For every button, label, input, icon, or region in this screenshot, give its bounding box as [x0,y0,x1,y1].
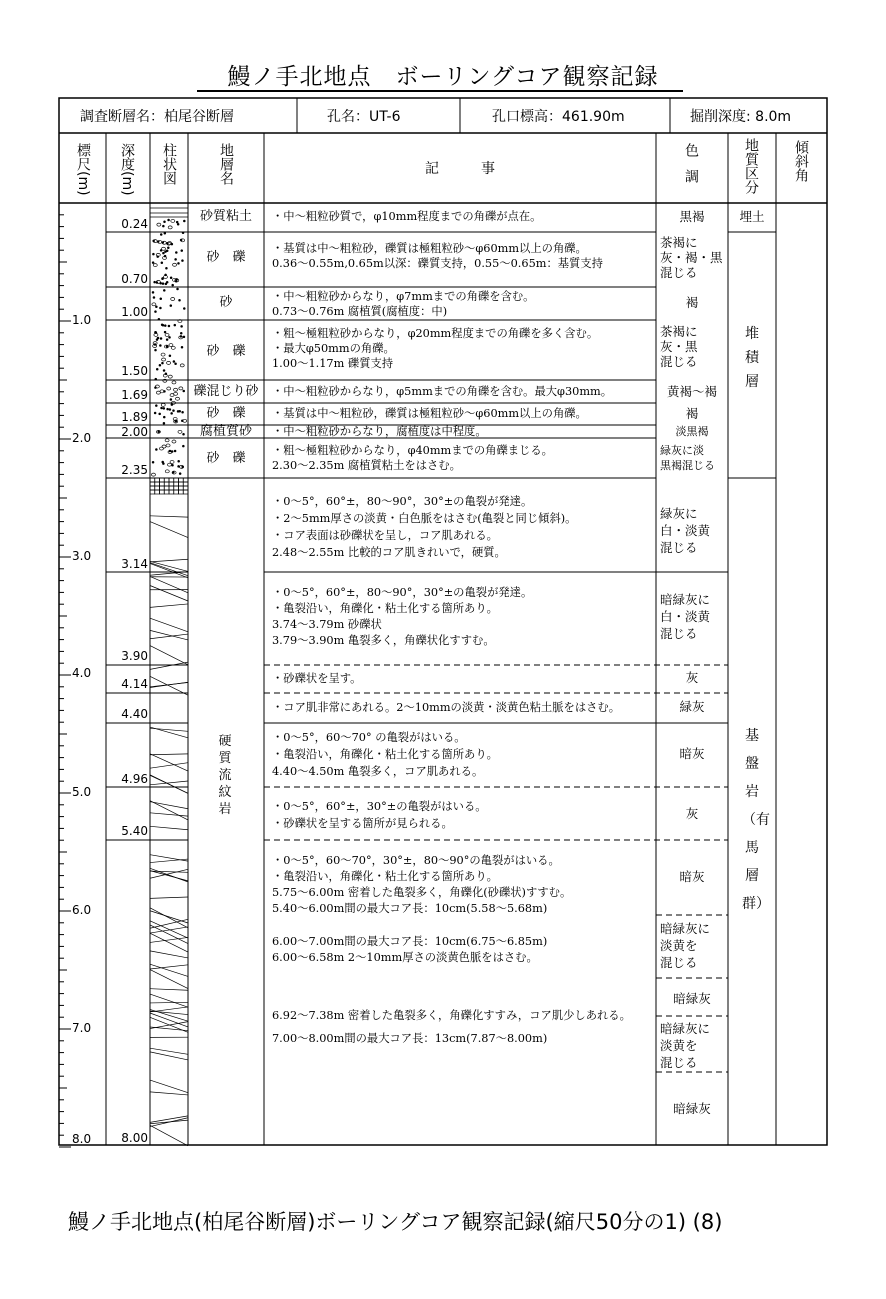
geo-unit-bedrock: 基盤岩（有馬層群） [742,728,770,912]
col-layer-label: 地層名 [218,143,234,185]
color-line: 混じる [660,354,698,369]
layer-name: 砂 礫 [206,344,246,359]
color-tone: 褐 [685,295,699,310]
note-block [272,934,657,966]
col-color [678,143,704,199]
color-tone: 黒褐 [679,209,705,224]
color-tone: 灰 [685,670,699,685]
col-depth-label: 深度(m) [119,143,135,196]
scale-tick: 2.0 [72,431,92,445]
color-line: 緑灰に [660,506,698,521]
col-depth [114,143,140,200]
strata-column [150,208,188,1146]
color-line: 暗緑灰に [660,1021,711,1036]
note-line: ・基質は中～粗粒砂，礫質は極粗粒砂～φ60mm以上の角礫。 [272,407,587,420]
color-tone: 暗灰 [679,746,705,761]
note-line: ・コア肌非常にあれる。2～10mmの淡黄・淡黄色粘土脈をはさむ。 [272,701,621,714]
color-tone [657,591,727,642]
geo-unit-fill: 埋土 [739,209,765,224]
col-scale-label: 標尺(m) [75,143,91,196]
depth-value: 1.50 [121,364,148,378]
depth-value: 1.69 [121,388,148,402]
hole-elevation: 孔口標高：461.90m [492,109,625,125]
color-line: 茶褐に [660,324,698,339]
note-line: 2.30～2.35m 腐植質粘土をはさむ。 [272,459,461,472]
note-line: 6.00～6.58m 2～10mm厚さの淡黄色脈をはさむ。 [272,951,538,964]
layer-name: 砂質粘土 [199,209,252,224]
page-title: 鰻ノ手北地点 ボーリングコア観察記録 [227,64,659,90]
color-line: 混じる [660,540,698,555]
fault-name: 調査断層名：柏尾谷断層 [80,109,234,125]
color-tone: 淡黒褐 [675,425,709,438]
figure-caption: 鰻ノ手北地点(柏尾谷断層)ボーリングコア観察記録(縮尺50分の1) (8) [68,1210,723,1234]
col-geo [738,138,764,198]
note-line: ・亀裂沿い，角礫化・粘土化する箇所あり。 [272,602,498,615]
color-tone: 暗緑灰 [673,1101,711,1116]
scale-tick: 1.0 [72,313,92,327]
col-color-label: 色調 [683,143,699,195]
note-block [272,209,657,224]
color-line: 茶褐に [660,235,698,250]
depth-value: 3.90 [121,649,148,663]
note-line: ・0～5°，60～70° の亀裂がはいる。 [272,731,466,744]
depth-value: 5.40 [121,824,148,838]
layer-name-bedrock: 硬質流紋岩 [218,734,232,817]
note-line: 0.36～0.55m,0.65m以深：礫質支持，0.55～0.65m：基質支持 [272,257,603,270]
note-block [272,289,657,319]
geo-unit-sediment: 堆積層 [745,326,759,390]
depth-value: 4.14 [121,677,148,691]
note-line: ・粗～極粗粒砂からなり，φ40mmまでの角礫まじる。 [272,444,553,457]
scale-tick: 5.0 [72,785,92,799]
col-layer [213,143,239,189]
color-line: 暗緑灰に [660,921,711,936]
layer-name: 砂 [219,295,233,310]
color-tone: 黄褐～褐 [666,384,717,399]
note-line: ・0～5°，60°±，80～90°，30°±の亀裂が発達。 [272,495,533,508]
color-tone [657,1020,727,1071]
col-notes: 記 事 [425,161,495,177]
color-tone: 褐 [685,406,699,421]
note-block [272,424,657,439]
note-line: ・亀裂沿い，角礫化・粘土化する箇所あり。 [272,870,498,883]
depth-value: 8.00 [121,1131,148,1145]
depth-value: 1.00 [121,305,148,319]
color-line: 白・淡黄 [660,609,711,624]
note-block [272,241,657,271]
layer-name: 腐植質砂 [199,424,252,439]
color-line: 混じる [660,265,698,280]
scale-tick: 8.0 [72,1132,92,1146]
note-block [272,1004,657,1050]
note-block [272,671,657,686]
note-line: ・0～5°，60～70°，30°±，80～90°の亀裂がはいる。 [272,854,560,867]
hole-name: 孔名：UT-6 [327,109,401,125]
color-line: 緑灰に淡 [660,444,704,457]
note-line: 1.00～1.17m 礫質支持 [272,357,394,370]
col-dip [788,140,814,186]
note-line: 7.00～8.00m間の最大コア長：13cm(7.87～8.00m) [272,1032,548,1045]
layer-name: 礫混じり砂 [193,384,259,399]
note-line: ・2～5mm厚さの淡黄・白色脈をはさむ(亀裂と同じ傾斜)。 [272,512,577,525]
color-tone [657,235,727,280]
color-line: 淡黄を [660,1038,698,1053]
note-line: 0.73～0.76m 腐植質(腐植度：中) [272,305,448,318]
note-line: 4.40～4.50m 亀裂多く，コア肌あれる。 [272,765,484,778]
depth-value: 1.89 [121,410,148,424]
color-tone [657,505,727,556]
col-scale [70,143,96,200]
note-line: 5.75～6.00m 密着した亀裂多く，角礫化(砂礫状)すすむ。 [272,886,572,899]
note-line: 3.74～3.79m 砂礫状 [272,618,382,631]
note-line: 3.79～3.90m 亀裂多く，角礫状化すすむ。 [272,634,495,647]
note-block [272,853,657,917]
scale-tick: 6.0 [72,903,92,917]
color-line: 淡黄を [660,938,698,953]
color-tone: 灰 [685,806,699,821]
note-line: ・中～粗粒砂からなり，φ7mmまでの角礫を含む。 [272,290,535,303]
note-block [272,384,657,399]
color-line: 白・淡黄 [660,523,711,538]
depth-value: 2.00 [121,425,148,439]
color-tone [657,920,727,971]
note-line: ・コア表面は砂礫状を呈し，コア肌あれる。 [272,529,498,542]
color-line: 暗緑灰に [660,592,711,607]
note-line: ・亀裂沿い，角礫化・粘土化する箇所あり。 [272,748,498,761]
scale-tick: 3.0 [72,549,92,563]
col-column [156,143,182,189]
note-line: ・中～粗粒砂からなり，φ5mmまでの角礫を含む。最大φ30mm。 [272,385,613,398]
note-line: ・最大φ50mmの角礫。 [272,342,395,355]
depth-value: 2.35 [121,463,148,477]
depth-value: 0.70 [121,272,148,286]
col-geo-label: 地質区分 [743,138,759,194]
note-line: ・0～5°，60°±，80～90°，30°±の亀裂が発達。 [272,586,533,599]
note-line: ・砂礫状を呈する箇所が見られる。 [272,817,453,830]
color-line: 灰・褐・黒 [660,250,723,265]
note-line: ・粗～極粗粒砂からなり，φ20mm程度までの角礫を多く含む。 [272,327,599,340]
layer-name: 砂 礫 [206,406,246,421]
note-block [272,700,657,715]
scale-tick: 4.0 [72,666,92,680]
color-line: 混じる [660,955,698,970]
note-block [272,798,657,832]
note-block [272,443,657,473]
excavation-depth: 掘削深度: 8.0m [690,109,792,125]
note-block [272,729,657,780]
color-tone: 暗灰 [679,869,705,884]
note-line: 5.40～6.00m間の最大コア長：10cm(5.58～5.68m) [272,902,548,915]
layer-name: 砂 礫 [206,451,246,466]
color-tone [657,443,727,473]
color-tone: 緑灰 [679,699,705,714]
note-line: ・砂礫状を呈す。 [272,672,362,685]
color-line: 灰・黒 [660,339,698,354]
layer-name: 砂 礫 [206,250,246,265]
note-line: ・0～5°，60°±，30°±の亀裂がはいる。 [272,800,487,813]
color-line: 黒褐混じる [660,459,715,472]
scale-tick: 7.0 [72,1021,92,1035]
color-line: 混じる [660,1055,698,1070]
depth-value: 4.96 [121,772,148,786]
note-line: 2.48～2.55m 比較的コア肌きれいで，硬質。 [272,546,506,559]
col-dip-label: 傾斜角 [793,140,809,182]
note-line: 6.00～7.00m間の最大コア長：10cm(6.75～6.85m) [272,935,548,948]
note-block [272,493,657,561]
note-line: ・基質は中～粗粒砂，礫質は極粗粒砂～φ60mm以上の角礫。 [272,242,587,255]
note-block [272,326,657,371]
depth-value: 3.14 [121,557,148,571]
color-tone: 暗緑灰 [673,991,711,1006]
color-tone [657,324,727,369]
depth-value: 0.24 [121,217,148,231]
note-line: 6.92～7.38m 密着した亀裂多く，角礫化すすみ，コア肌少しあれる。 [272,1009,631,1022]
note-block [272,406,657,421]
depth-value: 4.40 [121,707,148,721]
col-column-label: 柱状図 [161,143,177,185]
color-line: 混じる [660,626,698,641]
note-line: ・中～粗粒砂からなり，腐植度は中程度。 [272,425,487,438]
note-block [272,585,657,649]
note-line: ・中～粗粒砂質で，φ10mm程度までの角礫が点在。 [272,210,542,223]
